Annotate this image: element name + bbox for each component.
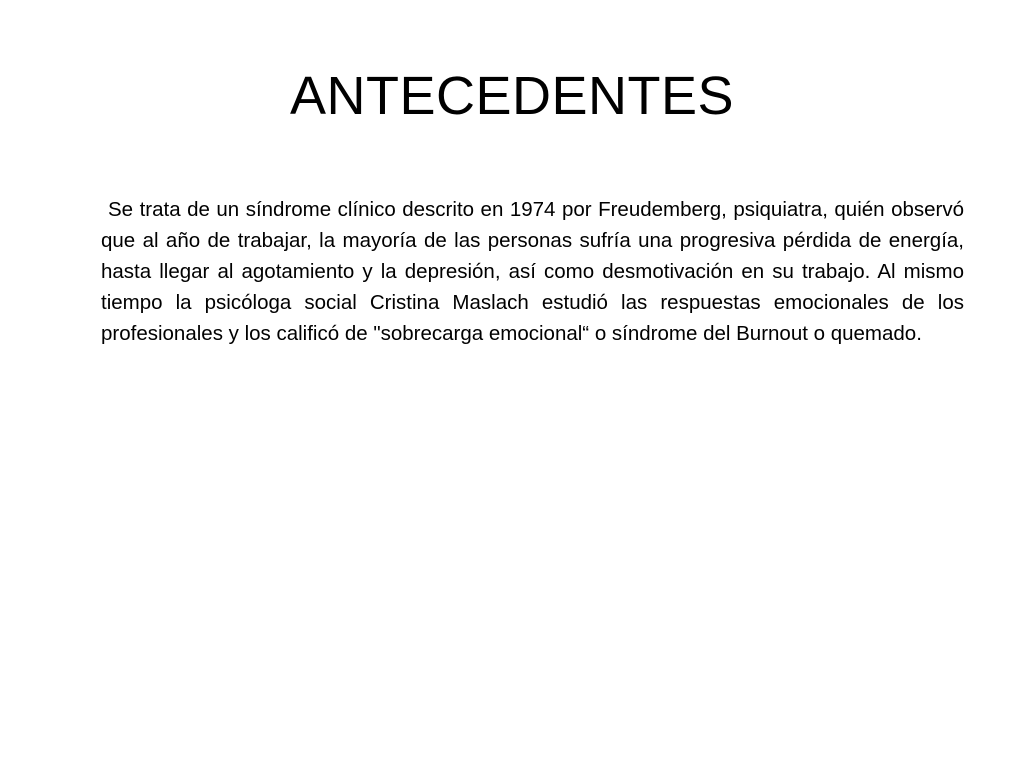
slide-title: ANTECEDENTES bbox=[289, 66, 735, 126]
slide-body-text: Se trata de un síndrome clínico descrito en 1974 por Freudemberg, psiquiatra, quién observó que al año de trabajar, la mayoría de las personas sufría una progresiva pérdida de energía, hasta llegar al agotamiento y la depresión, así como desmotivación en su trabajo. Al mismo tiempo la psicóloga social Cristina Maslach estudió las respuestas emocionales de los profesionales y los calificó de "sobrecarga emocional“ o síndrome del Burnout o quemado. bbox=[101, 198, 964, 345]
